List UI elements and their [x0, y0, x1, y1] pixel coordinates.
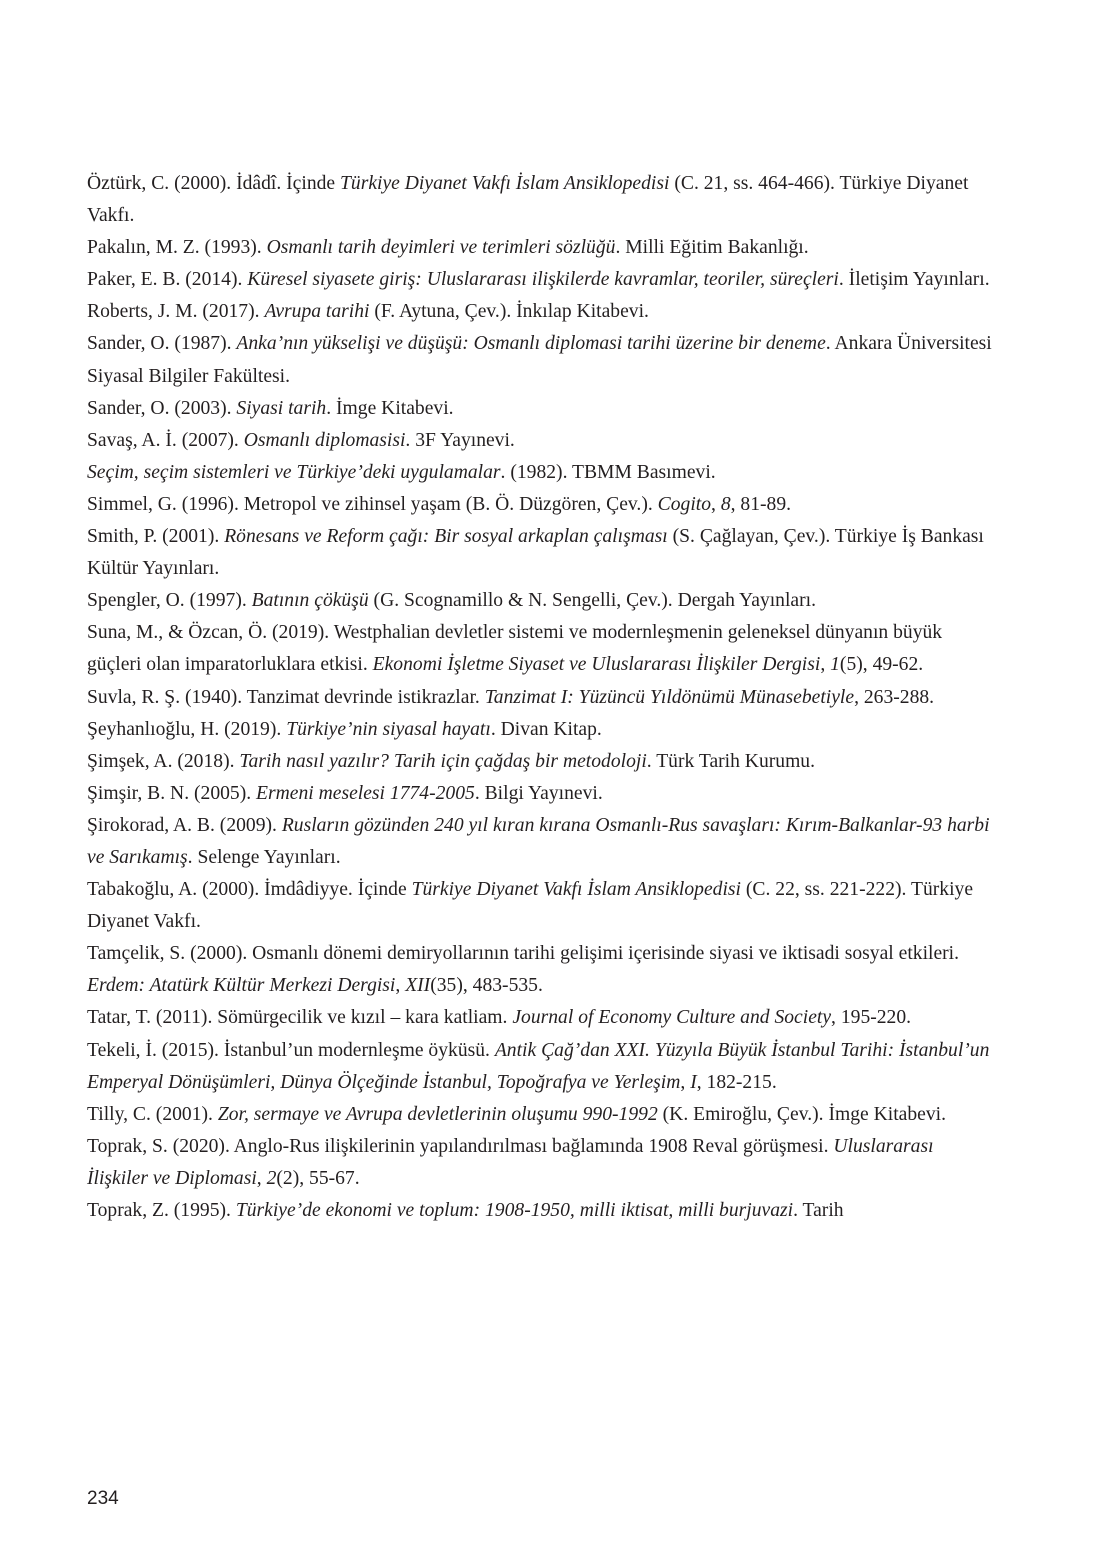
reference-text: Sander, O. (2003). [87, 397, 237, 419]
reference-text: . İmge Kitabevi. [326, 397, 454, 419]
reference-text: (S. Çağlayan, Çev.). Türkiye İş Bankası Kültür Yayınları. [87, 526, 984, 580]
reference-text: Tilly, C. (2001). [87, 1103, 218, 1125]
reference-italic-text: Rönesans ve Reform çağı: Bir sosyal arkaplan çalışması [224, 526, 668, 548]
reference-text: . Bilgi Yayınevi. [474, 782, 603, 804]
reference-text: Tekeli, İ. (2015). İstanbul’un modernleşme öyküsü. [87, 1039, 495, 1061]
reference-text: . Ankara Üniversitesi Siyasal Bilgiler Fakültesi. [87, 333, 992, 387]
reference-text: , 263-288. [854, 686, 935, 708]
reference-text: , 182-215. [696, 1071, 777, 1093]
reference-text: . Milli Eğitim Bakanlığı. [615, 237, 809, 259]
reference-text: Tatar, T. (2011). Sömürgecilik ve kızıl – kara katliam. [87, 1007, 513, 1029]
reference-text: Tabakoğlu, A. (2000). İmdâdiyye. İçinde [87, 879, 412, 901]
reference-text: Savaş, A. İ. (2007). [87, 429, 244, 451]
reference-text: . İletişim Yayınları. [838, 269, 990, 291]
reference-italic-text: Antik Çağ’dan XXI. Yüzyıla Büyük İstanbul Tarihi: İstanbul’un Emperyal Dönüşümleri, Dünya Ölçeğinde İstanbul, Topoğrafya ve Yerleşim [87, 1039, 990, 1093]
reference-italic-text: I [690, 1071, 697, 1093]
reference-text: , [395, 975, 406, 997]
reference-text: (C. 22, ss. 221-222). Türkiye Diyanet Vakfı. [87, 879, 974, 933]
reference-entry [87, 232, 992, 264]
reference-text: (F. Aytuna, Çev.). İnkılap Kitabevi. [369, 301, 649, 323]
reference-text: (K. Emiroğlu, Çev.). İmge Kitabevi. [657, 1103, 946, 1125]
reference-text: , 195-220. [831, 1007, 912, 1029]
reference-italic-text: Journal of Economy Culture and Society [512, 1007, 832, 1029]
reference-entry [87, 810, 992, 874]
reference-text: Toprak, Z. (1995). [87, 1200, 236, 1221]
reference-italic-text: XII [405, 975, 431, 997]
reference-text: . (1982). TBMM Basımevi. [500, 461, 716, 483]
reference-entry [87, 168, 992, 232]
reference-italic-text: Tanzimat I: Yüzüncü Yıldönümü Münasebetiyle [484, 686, 855, 708]
reference-text: Roberts, J. M. (2017). [87, 301, 265, 323]
reference-text: , [711, 493, 721, 515]
reference-entry [87, 1035, 992, 1099]
reference-text: Sander, O. (1987). [87, 333, 237, 355]
reference-italic-text: Türkiye’de ekonomi ve toplum: 1908-1950, milli iktisat, milli burjuvazi [235, 1200, 794, 1221]
reference-text: (G. Scognamillo & N. Sengelli, Çev.). Dergah Yayınları. [368, 590, 816, 612]
reference-entry [87, 521, 992, 585]
reference-italic-text: Osmanlı diplomasisi [243, 429, 406, 451]
reference-text: . Tarih [793, 1200, 844, 1221]
reference-text: Suna, M., & Özcan, Ö. (2019). Westphalian devletler sistemi ve modernleşmenin geleneksel dünyanın büyük güçleri olan imparatorluklara etkisi. [87, 622, 943, 676]
reference-italic-text: Zor, sermaye ve Avrupa devletlerinin oluşumu 990-1992 [217, 1103, 658, 1125]
reference-text: (5), 49-62. [839, 654, 924, 676]
reference-text: Pakalın, M. Z. (1993). [87, 237, 267, 259]
reference-italic-text: Anka’nın yükselişi ve düşüşü: Osmanlı diplomasi tarihi üzerine bir deneme [236, 333, 826, 355]
reference-italic-text: Tarih nasıl yazılır? Tarih için çağdaş bir metodoloji [239, 750, 647, 772]
reference-entry [87, 874, 992, 938]
reference-entry [87, 264, 992, 296]
reference-italic-text: 1 [830, 654, 840, 676]
reference-italic-text: Erdem: Atatürk Kültür Merkezi Dergisi [87, 975, 396, 997]
reference-text: . Selenge Yayınları. [187, 846, 341, 868]
reference-italic-text: Osmanlı tarih deyimleri ve terimleri sözlüğü [266, 237, 616, 259]
reference-entry [87, 489, 992, 521]
reference-entry [87, 1131, 992, 1195]
reference-italic-text: Türkiye’nin siyasal hayatı [286, 718, 491, 740]
reference-text: (2), 55-67. [276, 1167, 360, 1189]
reference-text: , [820, 654, 831, 676]
reference-entry [87, 457, 992, 489]
reference-italic-text: Ekonomi İşletme Siyaset ve Uluslararası İlişkiler Dergisi [372, 654, 821, 676]
reference-text: . 3F Yayınevi. [405, 429, 515, 451]
reference-italic-text: Türkiye Diyanet Vakfı İslam Ansiklopedisi [340, 173, 670, 194]
reference-text: (C. 21, ss. 464-466). Türkiye Diyanet Vakfı. [87, 173, 969, 227]
reference-entry [87, 585, 992, 617]
reference-list [87, 168, 992, 1227]
reference-text: , [256, 1167, 267, 1189]
reference-text: Paker, E. B. (2014). [87, 269, 248, 291]
reference-text: Şimşir, B. N. (2005). [87, 782, 257, 804]
reference-italic-text: Siyasi tarih [236, 397, 327, 419]
reference-italic-text: Türkiye Diyanet Vakfı İslam Ansiklopedisi [411, 879, 741, 901]
reference-entry [87, 393, 992, 425]
reference-entry [87, 296, 992, 328]
reference-text: . Türk Tarih Kurumu. [646, 750, 816, 772]
reference-text: Suvla, R. Ş. (1940). Tanzimat devrinde istikrazlar. [87, 686, 485, 708]
reference-text: (35), 483-535. [430, 975, 543, 997]
reference-text: Smith, P. (2001). [87, 526, 225, 548]
reference-entry [87, 617, 992, 681]
reference-entry [87, 328, 992, 392]
reference-italic-text: Uluslararası İlişkiler ve Diplomasi [87, 1135, 934, 1189]
reference-italic-text: Seçim, seçim sistemleri ve Türkiye’deki uygulamalar [87, 461, 501, 483]
reference-italic-text: Batının çöküşü [251, 590, 369, 612]
reference-text: , [680, 1071, 691, 1093]
reference-italic-text: Avrupa tarihi [264, 301, 370, 323]
reference-entry [87, 938, 992, 1002]
reference-text: . Divan Kitap. [490, 718, 602, 740]
reference-entry [87, 714, 992, 746]
reference-italic-text: Rusların gözünden 240 yıl kıran kırana Osmanlı-Rus savaşları: Kırım-Balkanlar-93 harbi ve Sarıkamış [87, 814, 990, 868]
reference-entry [87, 778, 992, 810]
reference-entry [87, 746, 992, 778]
reference-italic-text: Ermeni meselesi 1774-2005 [256, 782, 475, 804]
page-number: 234 [87, 1488, 119, 1509]
reference-italic-text: 2 [266, 1167, 277, 1189]
reference-entry [87, 425, 992, 457]
reference-text: Tamçelik, S. (2000). Osmanlı dönemi demiryollarının tarihi gelişimi içerisinde siyasi ve iktisadi sosyal etkileri. [87, 943, 960, 965]
reference-text: Spengler, O. (1997). [87, 590, 252, 612]
reference-text: Şimşek, A. (2018). [87, 750, 240, 772]
reference-text: Şirokorad, A. B. (2009). [87, 814, 282, 836]
reference-text: Öztürk, C. (2000). İdâdî. İçinde [87, 173, 341, 194]
reference-italic-text: Cogito [657, 493, 712, 515]
reference-entry [87, 1195, 992, 1227]
reference-entry [87, 1099, 992, 1131]
reference-text: Şeyhanlıoğlu, H. (2019). [87, 718, 287, 740]
reference-italic-text: 8 [720, 493, 731, 515]
reference-entry [87, 1002, 992, 1034]
reference-text: Simmel, G. (1996). Metropol ve zihinsel yaşam (B. Ö. Düzgören, Çev.). [87, 493, 658, 515]
reference-text: , 81-89. [730, 493, 792, 515]
reference-entry [87, 682, 992, 714]
reference-italic-text: Küresel siyasete giriş: Uluslararası ilişkilerde kavramlar, teoriler, süreçleri [247, 269, 839, 291]
reference-text: Toprak, S. (2020). Anglo-Rus ilişkilerinin yapılandırılması bağlamında 1908 Reval görüşmesi. [87, 1135, 834, 1157]
